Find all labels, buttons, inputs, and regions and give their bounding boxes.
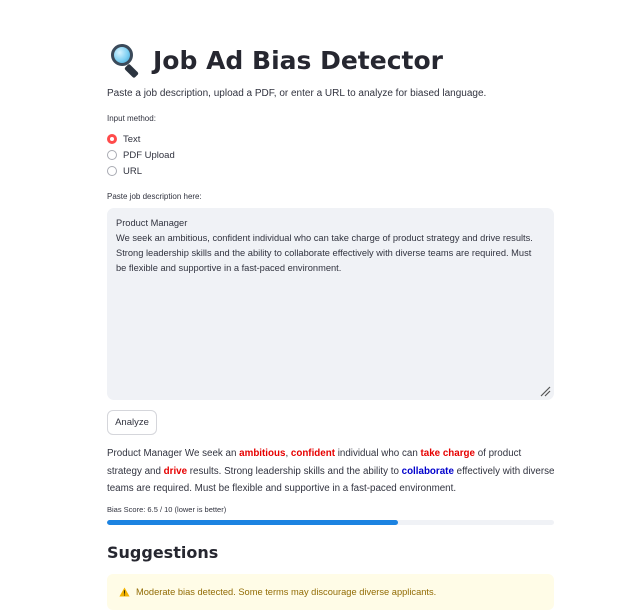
warning-alert [107, 574, 554, 610]
radio-option-label: PDF Upload [123, 149, 175, 161]
intro-text: Paste a job description, upload a PDF, or enter a URL to analyze for biased language. [107, 88, 487, 99]
radio-option-label: Text [123, 133, 141, 145]
result-text-segment: individual who can [334, 448, 421, 459]
bias-score-label: Bias Score: 6.5 / 10 (lower is better) [107, 505, 227, 514]
result-text-segment: results. Strong leadership skills and the ability to [187, 465, 402, 477]
radio-selected-icon[interactable] [107, 134, 117, 144]
textarea-line: be flexible and supportive in a fast-paced environment. [116, 263, 342, 273]
inclusive-term: collaborate [401, 465, 454, 477]
bias-score-progress-fill [107, 520, 398, 525]
radio-option-text[interactable] [107, 132, 140, 146]
textarea-label: Paste job description here: [107, 192, 202, 201]
radio-option-label: URL [123, 165, 143, 177]
title-row [107, 40, 443, 80]
job-description-textarea[interactable] [107, 208, 554, 400]
biased-term: drive [163, 465, 188, 477]
result-text-segment: Product Manager We seek an [107, 448, 240, 459]
warning-icon [119, 587, 130, 597]
result-text-segment: of product strategy and [107, 448, 522, 477]
suggestions-heading: Suggestions [107, 543, 219, 562]
magnifying-glass-icon [107, 42, 143, 78]
radio-option-pdf-upload[interactable] [107, 148, 175, 162]
highlighted-result-text [107, 445, 557, 498]
input-method-label: Input method: [107, 114, 156, 123]
radio-unselected-icon[interactable] [107, 150, 117, 160]
biased-term: confident [290, 448, 335, 459]
textarea-line: We seek an ambitious, confident individual who can take charge of product strategy and drive results. [116, 233, 533, 243]
resize-handle-icon[interactable] [539, 385, 551, 397]
textarea-line: Product Manager [116, 218, 188, 228]
result-text-segment: effectively with diverse teams are required. Must be flexible and supportive in a fast-paced environment. [107, 465, 555, 494]
textarea-line: Strong leadership skills and the ability to collaborate effectively with diverse teams are required. Must [116, 248, 532, 258]
radio-unselected-icon[interactable] [107, 166, 117, 176]
biased-term: take charge [420, 448, 475, 459]
biased-term: ambitious [239, 448, 286, 459]
analyze-button[interactable]: Analyze [107, 410, 157, 435]
page-title: Job Ad Bias Detector [153, 45, 443, 75]
warning-text: Moderate bias detected. Some terms may discourage diverse applicants. [136, 587, 437, 597]
bias-score-progress-bar [107, 520, 554, 525]
radio-option-url[interactable] [107, 164, 142, 178]
result-text-segment: , [285, 448, 291, 459]
